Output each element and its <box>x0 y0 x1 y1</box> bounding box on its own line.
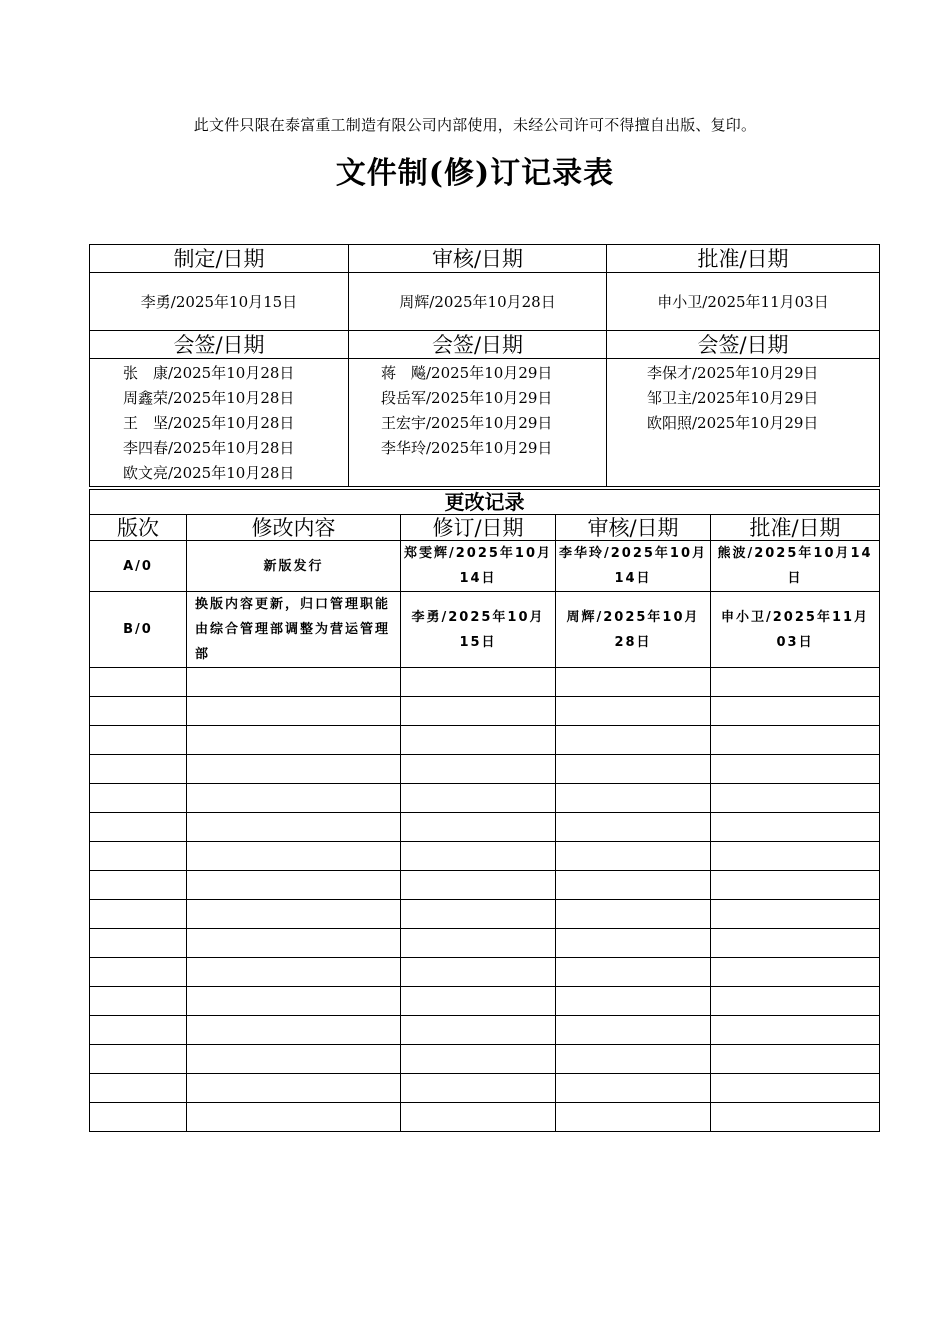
empty-cell <box>556 813 711 842</box>
empty-table-row <box>90 900 880 929</box>
empty-cell <box>711 784 880 813</box>
empty-cell <box>401 871 556 900</box>
countersign-entry: 周鑫荣/2025年10月28日 <box>123 389 295 407</box>
empty-cell <box>556 726 711 755</box>
drafted-value: 李勇/2025年10月15日 <box>90 273 349 331</box>
countersign-entry: 李华玲/2025年10月29日 <box>381 439 553 457</box>
empty-cell <box>556 842 711 871</box>
empty-table-row <box>90 726 880 755</box>
empty-cell <box>401 900 556 929</box>
empty-cell <box>556 697 711 726</box>
empty-cell <box>401 1016 556 1045</box>
countersign-list-3 <box>607 359 880 487</box>
reviewed-date-header: 审核/日期 <box>556 515 711 541</box>
empty-table-row <box>90 813 880 842</box>
empty-cell <box>401 726 556 755</box>
empty-cell <box>90 1016 187 1045</box>
table-row <box>90 592 880 668</box>
version-header: 版次 <box>90 515 187 541</box>
empty-cell <box>401 755 556 784</box>
table-row <box>90 541 880 592</box>
empty-cell <box>187 871 401 900</box>
empty-cell <box>556 900 711 929</box>
version-cell: A/0 <box>90 541 187 592</box>
empty-cell <box>711 1074 880 1103</box>
empty-table-row <box>90 958 880 987</box>
empty-table-row <box>90 755 880 784</box>
change-record-title: 更改记录 <box>90 490 880 515</box>
countersign-entry: 段岳军/2025年10月29日 <box>381 389 553 407</box>
empty-cell <box>187 668 401 697</box>
empty-cell <box>90 987 187 1016</box>
content-header: 修改内容 <box>187 515 401 541</box>
empty-table-row <box>90 929 880 958</box>
empty-cell <box>711 726 880 755</box>
approved-value: 申小卫/2025年11月03日 <box>607 273 880 331</box>
countersign-entry: 欧文亮/2025年10月28日 <box>123 464 295 482</box>
empty-cell <box>711 813 880 842</box>
empty-cell <box>187 1074 401 1103</box>
approved-date-header: 批准/日期 <box>607 245 880 273</box>
empty-cell <box>187 1103 401 1132</box>
empty-cell <box>556 871 711 900</box>
empty-cell <box>187 958 401 987</box>
empty-cell <box>90 1045 187 1074</box>
empty-cell <box>556 987 711 1016</box>
empty-cell <box>401 1074 556 1103</box>
approved-cell: 熊波/2025年10月14日 <box>711 541 880 592</box>
empty-cell <box>401 784 556 813</box>
empty-cell <box>711 987 880 1016</box>
revised-cell: 李勇/2025年10月15日 <box>401 592 556 668</box>
empty-table-row <box>90 1074 880 1103</box>
reviewed-date-header: 审核/日期 <box>349 245 607 273</box>
empty-cell <box>711 842 880 871</box>
empty-cell <box>711 1103 880 1132</box>
empty-cell <box>711 871 880 900</box>
confidentiality-notice: 此文件只限在泰富重工制造有限公司内部使用，未经公司许可不得擅自出版、复印。 <box>193 116 757 134</box>
empty-cell <box>187 900 401 929</box>
empty-cell <box>711 1016 880 1045</box>
empty-cell <box>556 1045 711 1074</box>
empty-cell <box>556 668 711 697</box>
empty-cell <box>187 987 401 1016</box>
empty-table-row <box>90 668 880 697</box>
empty-cell <box>90 871 187 900</box>
empty-cell <box>556 1074 711 1103</box>
approved-cell: 申小卫/2025年11月03日 <box>711 592 880 668</box>
countersign-list-2 <box>349 359 607 487</box>
empty-cell <box>401 958 556 987</box>
countersign-header: 会签/日期 <box>90 331 349 359</box>
countersign-header: 会签/日期 <box>607 331 880 359</box>
countersign-entry: 欧阳照/2025年10月29日 <box>647 414 819 432</box>
countersign-entry: 邹卫主/2025年10月29日 <box>647 389 819 407</box>
countersign-list-1 <box>90 359 349 487</box>
empty-cell <box>187 784 401 813</box>
empty-cell <box>90 726 187 755</box>
empty-cell <box>401 813 556 842</box>
empty-cell <box>711 755 880 784</box>
empty-cell <box>187 1045 401 1074</box>
empty-cell <box>711 929 880 958</box>
countersign-entry: 王宏宇/2025年10月29日 <box>381 414 553 432</box>
empty-cell <box>556 1103 711 1132</box>
empty-cell <box>90 1103 187 1132</box>
countersign-header: 会签/日期 <box>349 331 607 359</box>
revised-cell: 郑雯辉/2025年10月14日 <box>401 541 556 592</box>
empty-cell <box>556 784 711 813</box>
empty-cell <box>401 1103 556 1132</box>
empty-table-row <box>90 842 880 871</box>
empty-cell <box>711 668 880 697</box>
empty-cell <box>90 697 187 726</box>
empty-table-row <box>90 1045 880 1074</box>
empty-cell <box>401 842 556 871</box>
empty-cell <box>90 668 187 697</box>
empty-cell <box>187 755 401 784</box>
empty-cell <box>401 929 556 958</box>
empty-cell <box>711 958 880 987</box>
empty-cell <box>556 958 711 987</box>
countersign-entry: 李保才/2025年10月29日 <box>647 364 819 382</box>
empty-cell <box>90 842 187 871</box>
countersign-entry: 王 坚/2025年10月28日 <box>123 414 295 432</box>
empty-cell <box>90 813 187 842</box>
empty-cell <box>187 929 401 958</box>
countersign-entry: 李四春/2025年10月28日 <box>123 439 295 457</box>
reviewed-value: 周辉/2025年10月28日 <box>349 273 607 331</box>
empty-cell <box>90 755 187 784</box>
empty-cell <box>401 987 556 1016</box>
version-cell: B/0 <box>90 592 187 668</box>
empty-table-row <box>90 697 880 726</box>
empty-cell <box>90 900 187 929</box>
empty-table-row <box>90 1103 880 1132</box>
drafted-date-header: 制定/日期 <box>90 245 349 273</box>
empty-cell <box>90 1074 187 1103</box>
reviewed-cell: 周辉/2025年10月28日 <box>556 592 711 668</box>
empty-table-row <box>90 784 880 813</box>
empty-cell <box>187 726 401 755</box>
page-title: 文件制(修)订记录表 <box>335 156 615 191</box>
empty-cell <box>556 929 711 958</box>
revised-date-header: 修订/日期 <box>401 515 556 541</box>
empty-cell <box>711 900 880 929</box>
empty-cell <box>556 1016 711 1045</box>
reviewed-cell: 李华玲/2025年10月14日 <box>556 541 711 592</box>
change-record-table <box>89 489 880 1132</box>
empty-table-row <box>90 1016 880 1045</box>
countersign-entry: 蒋 飚/2025年10月29日 <box>381 364 553 382</box>
empty-table-row <box>90 987 880 1016</box>
empty-cell <box>187 813 401 842</box>
content-cell: 换版内容更新，归口管理职能由综合管理部调整为营运管理部 <box>187 592 401 668</box>
empty-cell <box>187 842 401 871</box>
empty-cell <box>187 1016 401 1045</box>
empty-cell <box>401 697 556 726</box>
approval-table <box>89 244 880 487</box>
content-cell: 新版发行 <box>187 541 401 592</box>
approved-date-header: 批准/日期 <box>711 515 880 541</box>
empty-cell <box>401 1045 556 1074</box>
empty-cell <box>711 697 880 726</box>
empty-cell <box>711 1045 880 1074</box>
empty-cell <box>90 958 187 987</box>
empty-table-row <box>90 871 880 900</box>
empty-cell <box>90 929 187 958</box>
empty-cell <box>556 755 711 784</box>
countersign-entry: 张 康/2025年10月28日 <box>123 364 295 382</box>
empty-cell <box>90 784 187 813</box>
empty-cell <box>401 668 556 697</box>
empty-cell <box>187 697 401 726</box>
